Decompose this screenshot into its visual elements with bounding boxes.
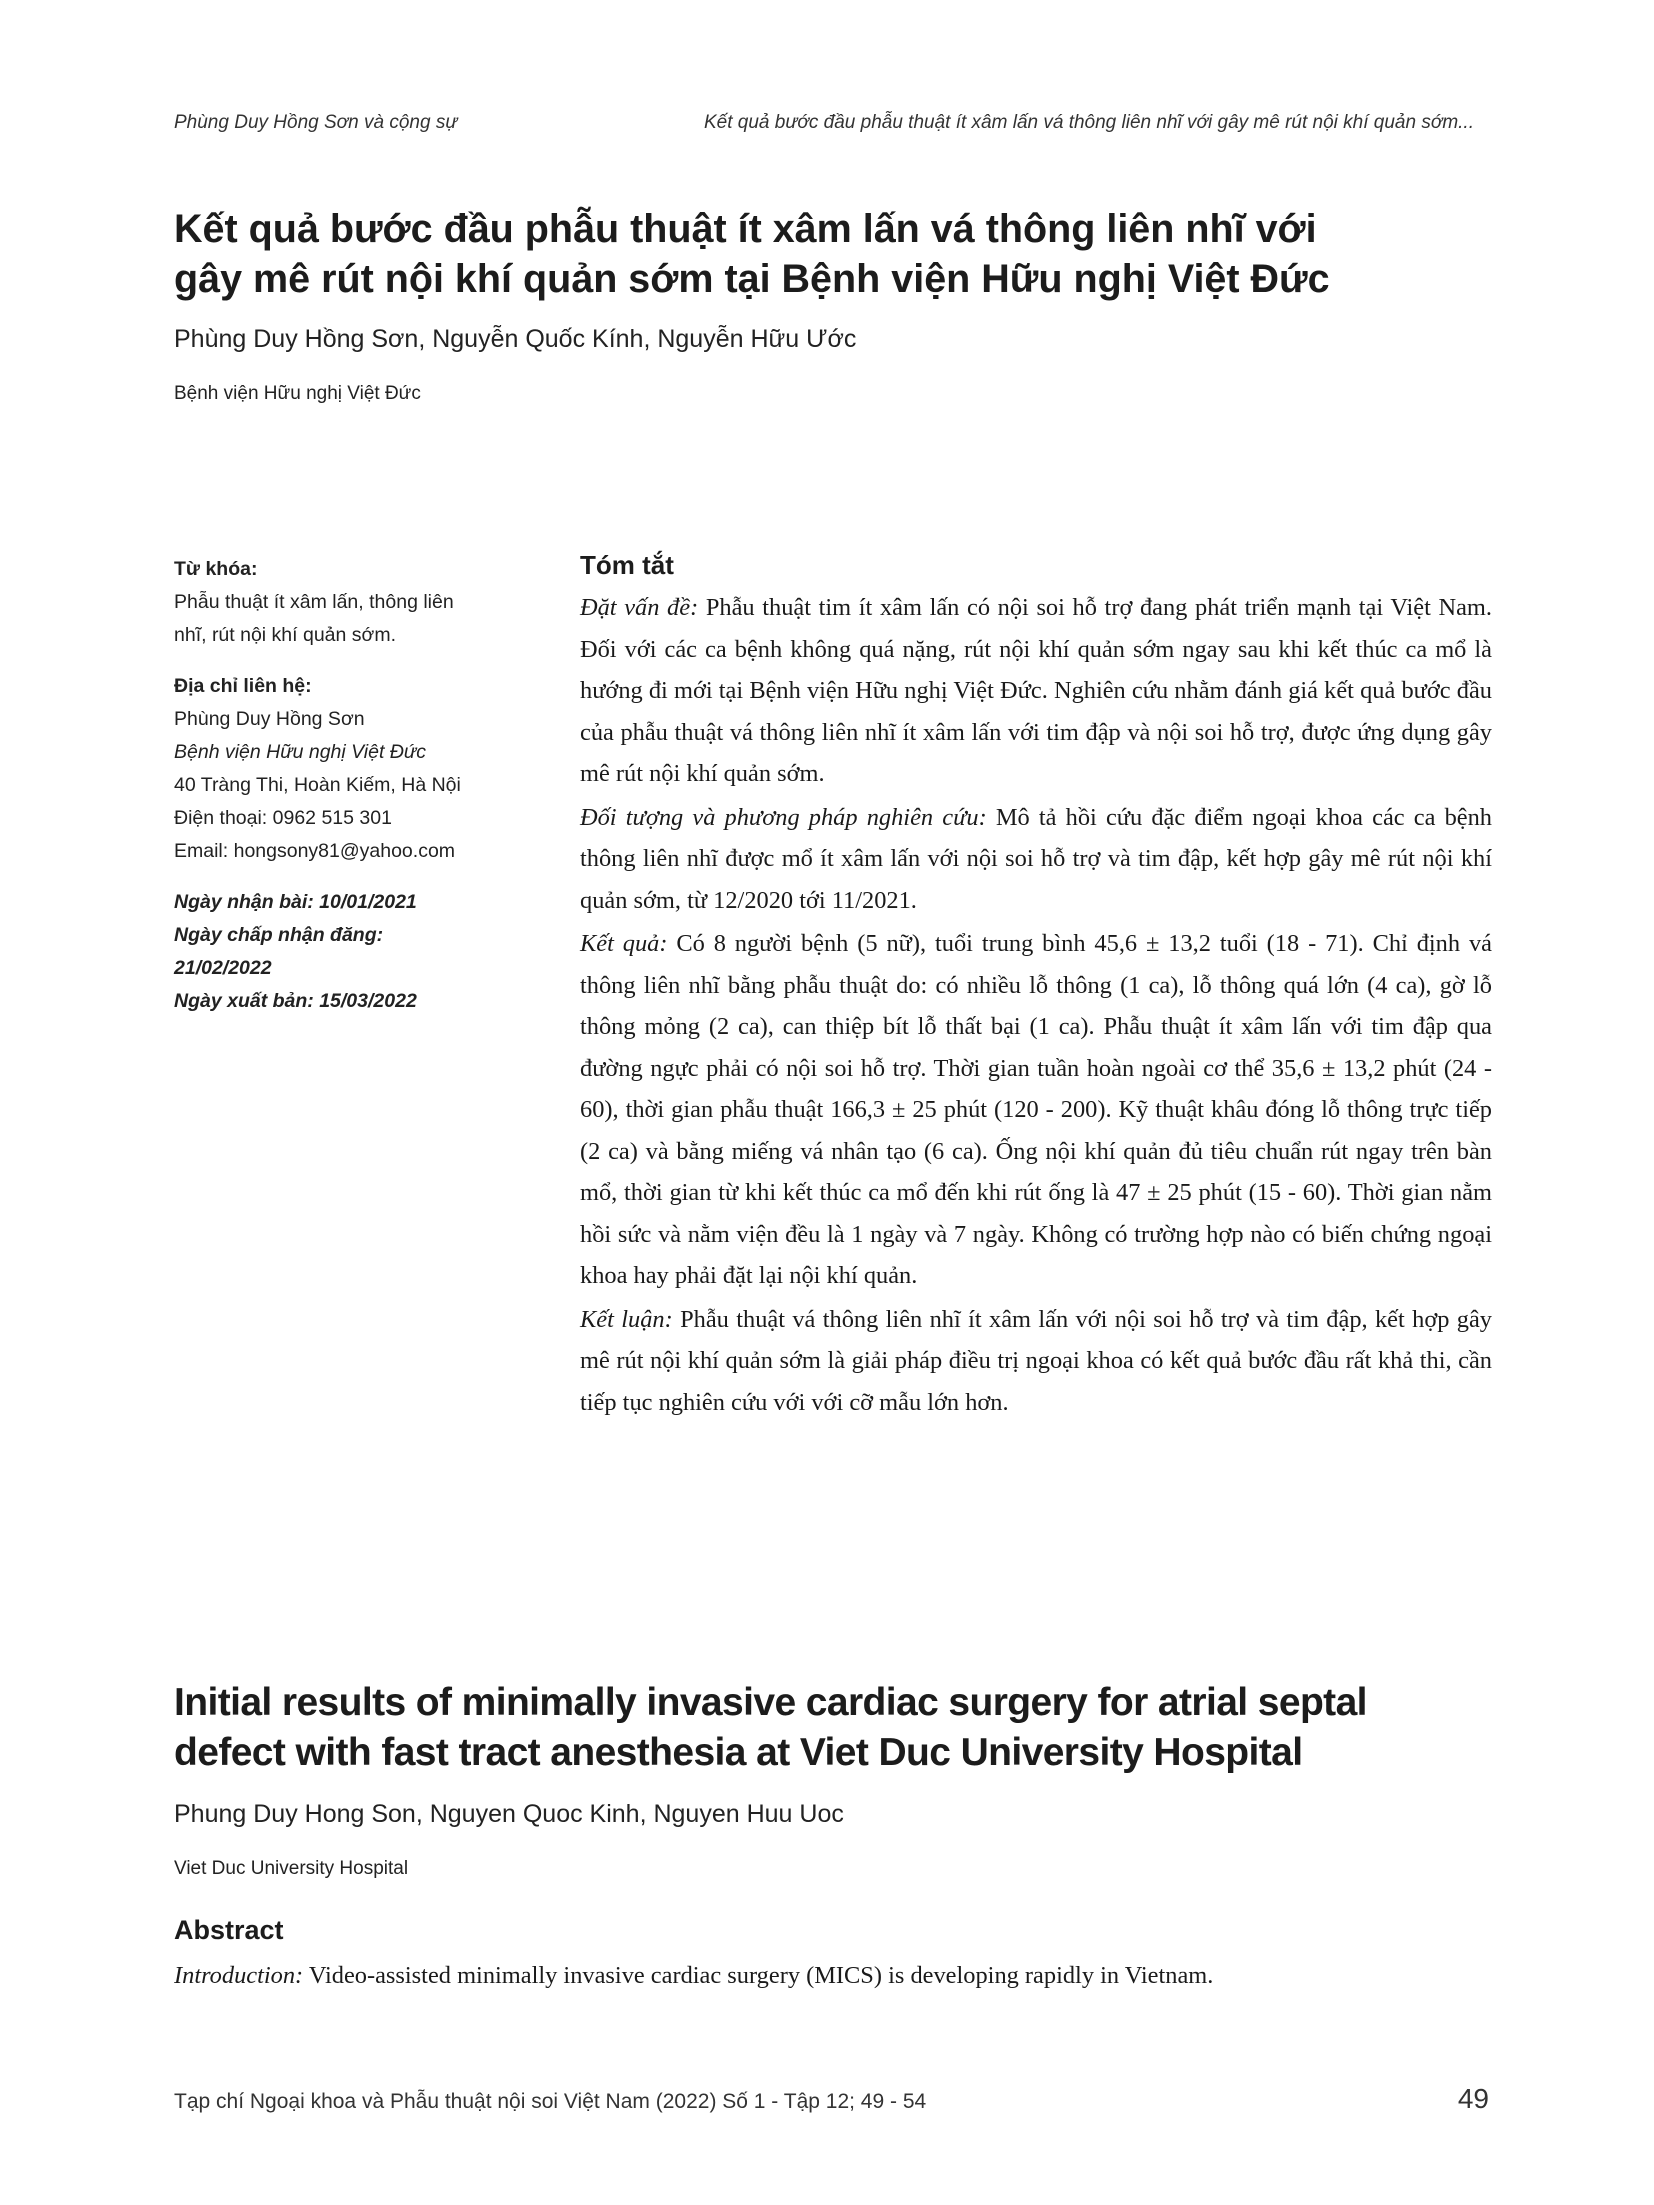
contact-phone: Điện thoại: 0962 515 301 bbox=[174, 807, 392, 829]
accepted-date: 21/02/2022 bbox=[174, 957, 272, 979]
abstract-paragraph-background bbox=[580, 587, 1492, 795]
paragraph-text: Phẫu thuật tim ít xâm lấn có nội soi hỗ trợ đang phát triển mạnh tại Việt Nam. Đối với các ca bệnh không quá nặng, rút nội khí quản sớm ngay sau khi kết thúc ca mổ là hướng đi mới tại Bệnh viện Hữu nghị Việt Đức. Nghiên cứu nhằm đánh giá kết quả bước đầu của phẫu thuật vá thông liên nhĩ ít xâm lấn với tim đập và nội soi hỗ trợ, được ứng dụng gây mê rút nội khí quản sớm. bbox=[580, 594, 1492, 787]
abstract-paragraph-methods bbox=[580, 797, 1492, 922]
keywords-label: Từ khóa: bbox=[174, 558, 258, 580]
article-info-sidebar bbox=[174, 553, 524, 1036]
abstract-paragraph-conclusion bbox=[580, 1299, 1492, 1424]
paragraph-text: Phẫu thuật vá thông liên nhĩ ít xâm lấn với nội soi hỗ trợ và tim đập, kết hợp gây mê rút nội khí quản sớm là giải pháp điều trị ngoại khoa có kết quả bước đầu rất khả thi, cần tiếp tục nghiên cứu với với cỡ mẫu lớn hơn. bbox=[580, 1305, 1492, 1416]
dates-block bbox=[174, 886, 524, 1018]
title-vn-line-1: Kết quả bước đầu phẫu thuật ít xâm lấn vá thông liên nhĩ với bbox=[174, 207, 1317, 251]
abstract-heading-en: Abstract bbox=[174, 1915, 284, 1945]
authors-vietnamese: Phùng Duy Hồng Sơn, Nguyễn Quốc Kính, Nguyễn Hữu Ước bbox=[174, 325, 857, 353]
contact-institution: Bệnh viện Hữu nghị Việt Đức bbox=[174, 741, 426, 763]
running-header-title: Kết quả bước đầu phẫu thuật ít xâm lấn vá thông liên nhĩ với gây mê rút nội khí quản sớm... bbox=[704, 112, 1474, 133]
contact-address: 40 Tràng Thi, Hoàn Kiếm, Hà Nội bbox=[174, 774, 461, 796]
keywords-block bbox=[174, 553, 524, 652]
title-en-line-1: Initial results of minimally invasive cardiac surgery for atrial septal bbox=[174, 1681, 1367, 1724]
article-title-english bbox=[174, 1678, 1504, 1778]
keywords-line: nhĩ, rút nội khí quản sớm. bbox=[174, 624, 396, 646]
paragraph-lead: Đặt vấn đề: bbox=[580, 594, 699, 621]
abstract-paragraph-results bbox=[580, 923, 1492, 1297]
abstract-heading-vn: Tóm tắt bbox=[580, 550, 674, 580]
accepted-label: Ngày chấp nhận đăng: bbox=[174, 924, 384, 946]
paragraph-text: Mô tả hồi cứu đặc điểm ngoại khoa các ca bệnh thông liên nhĩ được mổ ít xâm lấn với nội soi hỗ trợ và tim đập, kết hợp gây mê rút nội khí quản sớm, từ 12/2020 tới 11/2021. bbox=[580, 803, 1492, 914]
paragraph-lead: Kết luận: bbox=[580, 1305, 673, 1333]
abstract-vietnamese bbox=[580, 550, 1492, 1425]
running-header bbox=[174, 112, 1474, 142]
running-header-authors: Phùng Duy Hồng Sơn và cộng sự bbox=[174, 112, 458, 133]
affiliation-vietnamese: Bệnh viện Hữu nghị Việt Đức bbox=[174, 383, 421, 404]
title-vn-line-2: gây mê rút nội khí quản sớm tại Bệnh viện Hữu nghị Việt Đức bbox=[174, 257, 1330, 301]
contact-block bbox=[174, 670, 524, 868]
received-date: Ngày nhận bài: 10/01/2021 bbox=[174, 891, 417, 913]
contact-email: Email: hongsony81@yahoo.com bbox=[174, 840, 456, 862]
title-en-line-2: defect with fast tract anesthesia at Viet Duc University Hospital bbox=[174, 1731, 1303, 1774]
published-date: Ngày xuất bản: 15/03/2022 bbox=[174, 990, 417, 1012]
paragraph-lead: Introduction: bbox=[174, 1962, 304, 1989]
abstract-paragraph-introduction bbox=[174, 1955, 1494, 1996]
contact-name: Phùng Duy Hồng Sơn bbox=[174, 708, 365, 730]
article-title-vietnamese bbox=[174, 204, 1504, 304]
page-number: 49 bbox=[1457, 2083, 1489, 2114]
affiliation-english: Viet Duc University Hospital bbox=[174, 1858, 409, 1879]
paragraph-lead: Kết quả: bbox=[580, 930, 668, 957]
journal-citation: Tạp chí Ngoại khoa và Phẫu thuật nội soi Việt Nam (2022) Số 1 - Tập 12; 49 - 54 bbox=[174, 2090, 927, 2113]
paragraph-text: Video-assisted minimally invasive cardiac surgery (MICS) is developing rapidly in Vietnam. bbox=[303, 1962, 1214, 1989]
authors-english: Phung Duy Hong Son, Nguyen Quoc Kinh, Nguyen Huu Uoc bbox=[174, 1800, 844, 1828]
contact-label: Địa chỉ liên hệ: bbox=[174, 675, 312, 697]
keywords-line: Phẫu thuật ít xâm lấn, thông liên bbox=[174, 591, 454, 613]
paragraph-text: Có 8 người bệnh (5 nữ), tuổi trung bình 45,6 ± 13,2 tuổi (18 - 71). Chỉ định vá thông liên nhĩ bằng phẫu thuật do: có nhiều lỗ thông (1 ca), lỗ thông quá lớn (4 ca), gờ lỗ thông mỏng (2 ca), can thiệp bít lỗ thất bại (1 ca). Phẫu thuật ít xâm lấn với tim đập qua đường ngực phải có nội soi hỗ trợ. Thời gian tuần hoàn ngoài cơ thể 35,6 ± 13,2 phút (24 - 60), thời gian phẫu thuật 166,3 ± 25 phút (120 - 200). Kỹ thuật khâu đóng lỗ thông trực tiếp (2 ca) và bằng miếng vá nhân tạo (6 ca). Ống nội khí quản đủ tiêu chuẩn rút ngay trên bàn mổ, thời gian từ khi kết thúc ca mổ đến khi rút ống là 47 ± 25 phút (15 - 60). Thời gian nằm hồi sức và nằm viện đều là 1 ngày và 7 ngày. Không có trường hợp nào có biến chứng ngoại khoa hay phải đặt lại nội khí quản. bbox=[580, 930, 1492, 1289]
paragraph-lead: Đối tượng và phương pháp nghiên cứu: bbox=[580, 803, 987, 831]
